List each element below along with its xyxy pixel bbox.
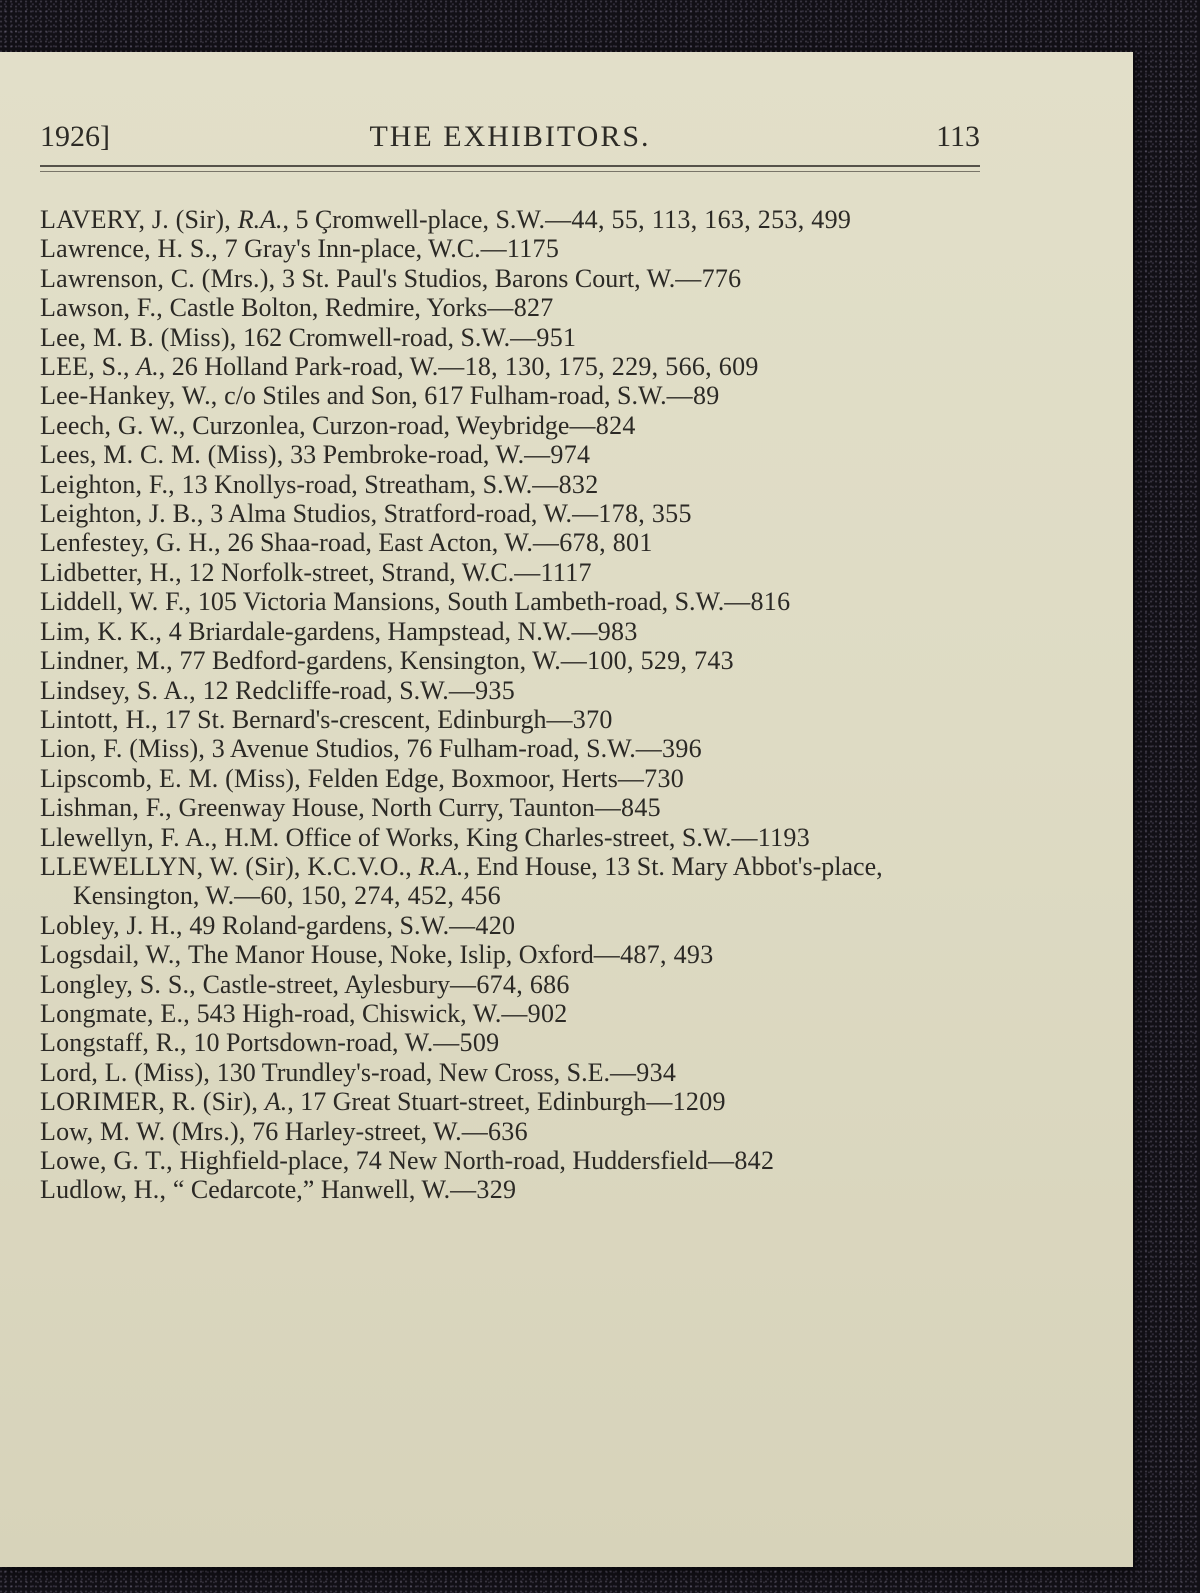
- exhibit-numbers: —824: [569, 410, 636, 440]
- exhibitor-entry: [40, 440, 990, 469]
- exhibitor-name: Lim, K. K.,: [40, 616, 169, 646]
- exhibitor-entry: [40, 911, 990, 940]
- exhibitor-name: Llewellyn, F. A.,: [40, 822, 225, 852]
- exhibit-numbers: —1117: [514, 557, 592, 587]
- exhibitor-name: Lawrence, H. S.,: [40, 234, 225, 264]
- exhibitor-entry: [40, 1146, 990, 1175]
- exhibitor-entry: [40, 1087, 990, 1116]
- exhibitor-name: Lintott, H.,: [40, 704, 165, 734]
- exhibitor-entry: [40, 1058, 990, 1087]
- exhibitor-entry: [40, 823, 990, 852]
- exhibitor-name: Lord, L. (Miss),: [40, 1057, 217, 1087]
- exhibit-numbers: —1175: [480, 234, 560, 264]
- exhibitor-address: 4 Briardale-gardens, Hampstead, N.W.: [168, 616, 572, 646]
- exhibitor-entry: [40, 381, 990, 410]
- exhibit-numbers: —396: [635, 734, 702, 764]
- exhibitor-name: Lindsey, S. A.,: [40, 675, 203, 705]
- exhibitor-entry: [40, 646, 990, 675]
- exhibit-numbers: —832: [532, 469, 599, 499]
- exhibitor-address: 130 Trundley's-road, New Cross, S.E.: [216, 1057, 610, 1087]
- exhibitor-address: , 26 Holland Park-road, W.: [158, 352, 439, 382]
- exhibitor-name: Lee, M. B. (Miss),: [40, 322, 244, 352]
- exhibitor-address: 7 Gray's Inn-place, W.C.: [224, 234, 481, 264]
- header-year: 1926]: [40, 120, 110, 153]
- exhibit-numbers: —89: [666, 381, 720, 411]
- exhibitor-address: Castle Bolton, Redmire, Yorks: [169, 293, 488, 323]
- exhibitor-entry: [40, 205, 990, 234]
- exhibit-numbers: —776: [675, 263, 742, 293]
- book-page: [0, 52, 1133, 1567]
- exhibit-numbers: —983: [571, 616, 638, 646]
- exhibitor-address: Curzonlea, Curzon-road, Weybridge: [192, 410, 570, 440]
- exhibitor-address: c/o Stiles and Son, 617 Fulham-road, S.W.: [224, 381, 667, 411]
- exhibitor-address: , 5 Çromwell-place, S.W.: [282, 205, 546, 234]
- exhibitor-address: Felden Edge, Boxmoor, Herts: [307, 763, 618, 793]
- exhibitor-name: Liddell, W. F.,: [40, 587, 198, 617]
- exhibitor-entry: [40, 852, 990, 911]
- exhibitor-name: Lipscomb, E. M. (Miss),: [40, 763, 308, 793]
- exhibit-numbers: —678, 801: [532, 528, 653, 558]
- exhibitor-name: Leech, G. W.,: [40, 410, 193, 440]
- exhibit-numbers: —60, 150, 274, 452, 456: [234, 881, 501, 911]
- exhibitor-entry: [40, 234, 990, 263]
- exhibitor-address: 17 St. Bernard's-crescent, Edinburgh: [164, 704, 547, 734]
- exhibitor-address: 3 Avenue Studios, 76 Fulham-road, S.W.: [211, 734, 636, 764]
- exhibitor-address: 13 Knollys-road, Streatham, S.W.: [181, 469, 533, 499]
- exhibitor-entry: [40, 793, 990, 822]
- exhibitor-name: Low, M. W. (Mrs.),: [40, 1116, 253, 1146]
- header-rule-thin: [40, 171, 980, 172]
- exhibitor-name: Lawrenson, C. (Mrs.),: [40, 263, 282, 293]
- exhibitor-entry: [40, 705, 990, 734]
- exhibitor-address: H.M. Office of Works, King Charles-street, S.W.: [224, 822, 732, 852]
- exhibitor-entry: [40, 499, 990, 528]
- exhibitor-entry: [40, 528, 990, 557]
- exhibitor-entry: [40, 470, 990, 499]
- exhibitor-address: 12 Redcliffe-road, S.W.: [202, 675, 449, 705]
- exhibitor-name: Leighton, F.,: [40, 469, 182, 499]
- exhibitor-name: Lindner, M.,: [40, 646, 180, 676]
- exhibitor-name: Longstaff, R.,: [40, 1028, 194, 1058]
- exhibitor-name: Lobley, J. H.,: [40, 910, 190, 940]
- exhibitor-entry: [40, 1028, 990, 1057]
- exhibit-numbers: —902: [501, 998, 568, 1028]
- exhibitor-degree: R.A.: [418, 851, 464, 881]
- exhibit-numbers: —44, 55, 113, 163, 253, 499: [545, 205, 852, 234]
- exhibit-numbers: —845: [594, 793, 661, 823]
- exhibitor-address: Castle-street, Aylesbury: [202, 969, 451, 999]
- exhibitor-address: 77 Bedford-gardens, Kensington, W.: [179, 646, 561, 676]
- exhibitor-entry: [40, 970, 990, 999]
- running-header: [40, 112, 980, 162]
- exhibitor-address: , 17 Great Stuart-street, Edinburgh: [287, 1087, 647, 1117]
- exhibitor-name: Lee-Hankey, W.,: [40, 381, 225, 411]
- exhibitor-entry: [40, 587, 990, 616]
- exhibitor-entry: [40, 411, 990, 440]
- exhibitor-entry: [40, 323, 990, 352]
- exhibit-numbers: —420: [449, 910, 516, 940]
- exhibitor-address: 33 Pembroke-road, W.: [290, 440, 525, 470]
- exhibit-numbers: —178, 355: [572, 499, 692, 529]
- exhibitor-name: Lees, M. C. M. (Miss),: [40, 440, 291, 470]
- exhibitor-name: Lenfestey, G. H.,: [40, 528, 228, 558]
- exhibit-numbers: —1209: [646, 1087, 726, 1117]
- exhibitor-address: 49 Roland-gardens, S.W.: [189, 910, 450, 940]
- exhibitor-entry: [40, 558, 990, 587]
- exhibitor-address: 76 Harley-street, W.: [252, 1116, 462, 1146]
- exhibit-numbers: —842: [708, 1146, 775, 1175]
- exhibitor-address: The Manor House, Noke, Islip, Oxford: [187, 940, 594, 970]
- header-rule: [40, 165, 980, 167]
- exhibit-numbers: —487, 493: [593, 940, 714, 970]
- exhibitor-name: Logsdail, W.,: [40, 940, 188, 970]
- exhibitor-name: Ludlow, H.,: [40, 1175, 173, 1205]
- page-number: 113: [936, 120, 980, 153]
- exhibitor-name: Lidbetter, H.,: [40, 557, 189, 587]
- exhibitor-name: Lawson, F.,: [40, 293, 170, 323]
- exhibitor-address: Highfield-place, 74 New North-road, Huddersfield: [179, 1146, 709, 1175]
- exhibitor-list: [40, 205, 990, 1205]
- exhibitor-degree: A.: [136, 352, 159, 382]
- exhibitor-address: “ Cedarcote,” Hanwell, W.: [172, 1175, 451, 1205]
- exhibitor-name: LEE, S.,: [40, 352, 137, 382]
- exhibitor-address: 162 Cromwell-road, S.W.: [243, 322, 511, 352]
- exhibitor-name: LORIMER, R. (Sir),: [40, 1087, 265, 1117]
- exhibitor-entry: [40, 734, 990, 763]
- exhibitor-name: LLEWELLYN, W. (Sir), K.C.V.O.,: [40, 851, 419, 881]
- exhibitor-name: Lowe, G. T.,: [40, 1146, 180, 1175]
- exhibit-numbers: —935: [448, 675, 516, 705]
- exhibitor-address: , End House, 13 St. Mary Abbot's-place, Kensington, W.: [73, 851, 883, 911]
- exhibitor-address: 3 Alma Studios, Stratford-road, W.: [210, 499, 573, 529]
- exhibitor-address: 10 Portsdown-road, W.: [193, 1028, 434, 1058]
- exhibitor-name: Longley, S. S.,: [40, 969, 203, 999]
- exhibitor-address: 105 Victoria Mansions, South Lambeth-road, S.W.: [197, 587, 725, 617]
- exhibit-numbers: —18, 130, 175, 229, 566, 609: [438, 352, 759, 382]
- exhibitor-degree: A.: [264, 1087, 288, 1117]
- exhibit-numbers: —636: [461, 1116, 528, 1146]
- exhibitor-entry: [40, 617, 990, 646]
- exhibitor-address: 543 High-road, Chiswick, W.: [196, 998, 502, 1028]
- exhibit-numbers: —509: [433, 1028, 500, 1058]
- exhibit-numbers: —100, 529, 743: [560, 646, 734, 676]
- exhibit-numbers: —329: [450, 1175, 517, 1205]
- exhibitor-name: Longmate, E.,: [40, 998, 197, 1028]
- exhibitor-entry: [40, 940, 990, 969]
- exhibitor-address: Greenway House, North Curry, Taunton: [178, 793, 595, 823]
- exhibitor-entry: [40, 264, 990, 293]
- exhibitor-entry: [40, 999, 990, 1028]
- exhibit-numbers: —951: [510, 322, 577, 352]
- exhibit-numbers: —1193: [731, 822, 811, 852]
- exhibit-numbers: —974: [524, 440, 591, 470]
- exhibitor-entry: [40, 1117, 990, 1146]
- exhibit-numbers: —730: [617, 763, 685, 793]
- page-title: THE EXHIBITORS.: [369, 120, 651, 153]
- exhibitor-name: LAVERY, J. (Sir),: [40, 205, 238, 234]
- exhibitor-entry: [40, 352, 990, 381]
- exhibitor-address: 3 St. Paul's Studios, Barons Court, W.: [281, 263, 676, 293]
- exhibitor-degree: R.A.: [237, 205, 283, 234]
- exhibit-numbers: —816: [724, 587, 791, 617]
- exhibitor-address: 12 Norfolk-street, Strand, W.C.: [188, 557, 515, 587]
- exhibitor-name: Lishman, F.,: [40, 793, 179, 823]
- exhibit-numbers: —370: [546, 704, 613, 734]
- exhibitor-entry: [40, 1175, 990, 1204]
- exhibitor-name: Leighton, J. B.,: [40, 499, 211, 529]
- exhibit-numbers: —827: [487, 293, 554, 323]
- exhibitor-entry: [40, 293, 990, 322]
- exhibit-numbers: —934: [609, 1057, 677, 1087]
- exhibitor-name: Lion, F. (Miss),: [40, 734, 212, 764]
- exhibit-numbers: —674, 686: [450, 969, 570, 999]
- exhibitor-entry: [40, 676, 990, 705]
- exhibitor-entry: [40, 764, 990, 793]
- exhibitor-address: 26 Shaa-road, East Acton, W.: [227, 528, 533, 558]
